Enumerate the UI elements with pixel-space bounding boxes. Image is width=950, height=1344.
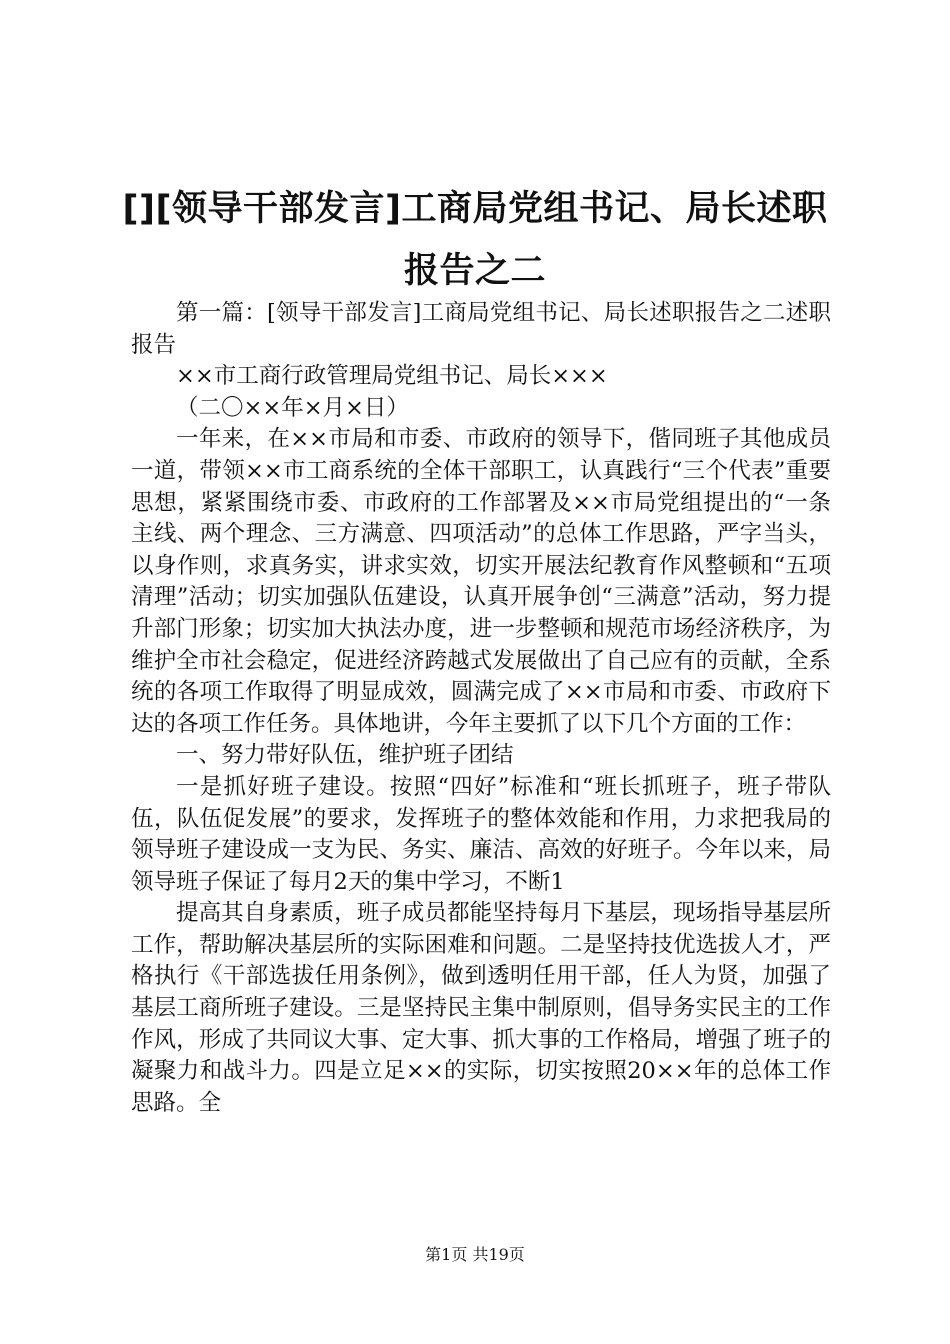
section-heading-1: 一、努力带好队伍，维护班子团结 (176, 742, 514, 769)
paragraph-author: ××市工商行政管理局党组书记、局长××× (176, 363, 608, 390)
document-body (131, 298, 831, 1119)
paragraph-date: （二〇××年×月×日） (176, 394, 409, 421)
document-title (120, 178, 830, 302)
title-line-1: [][领导干部发言]工商局党组书记、局长述职 (122, 189, 828, 229)
paragraph-heading: 第一篇：[领导干部发言]工商局党组书记、局长述职报告之二述职报告 (131, 300, 831, 358)
title-line-2: 报告之二 (403, 251, 546, 291)
page-footer: 第1页 共19页 (425, 1245, 525, 1264)
paragraph-intro: 一年来，在××市局和市委、市政府的领导下，偕同班子其他成员一道，带领××市工商系统的全体干部职工，认真践行“三个代表”重要思想，紧紧围绕市委、市政府的工作部署及××市局党组提出的“一条主线、两个理念、三方满意、四项活动”的总体工作思路，严字当头，以身作则，求真务实，讲求实效，切实开展法纪教育作风整顿和“五项清理”活动；切实加强队伍建设，认真开展争创“三满意”活动，努力提升部门形象；切实加大执法办度，进一步整顿和规范市场经济秩序，为维护全市社会稳定，促进经济跨越式发展做出了自己应有的贡献，全系统的各项工作取得了明显成效，圆满完成了××市局和市委、市政府下达的各项工作任务。具体地讲，今年主要抓了以下几个方面的工作： (131, 426, 831, 737)
paragraph-continued: 提高其自身素质，班子成员都能坚持每月下基层，现场指导基层所工作，帮助解决基层所的实际困难和问题。二是坚持技优选拔人才，严格执行《干部选拔任用条例》，做到透明任用干部，任人为贤，加强了基层工商所班子建设。三是坚持民主集中制原则，倡导务实民主的工作作风，形成了共同议大事、定大事、抓大事的工作格局，增强了班子的凝聚力和战斗力。四是立足××的实际，切实按照20××年的总体工作思路。全 (131, 900, 831, 1116)
paragraph-team-building: 一是抓好班子建设。按照“四好”标准和“班长抓班子，班子带队伍，队伍促发展”的要求，发挥班子的整体效能和作用，力求把我局的领导班子建设成一支为民、务实、廉洁、高效的好班子。今年以来，局领导班子保证了每月2天的集中学习，不断1 (131, 773, 831, 895)
